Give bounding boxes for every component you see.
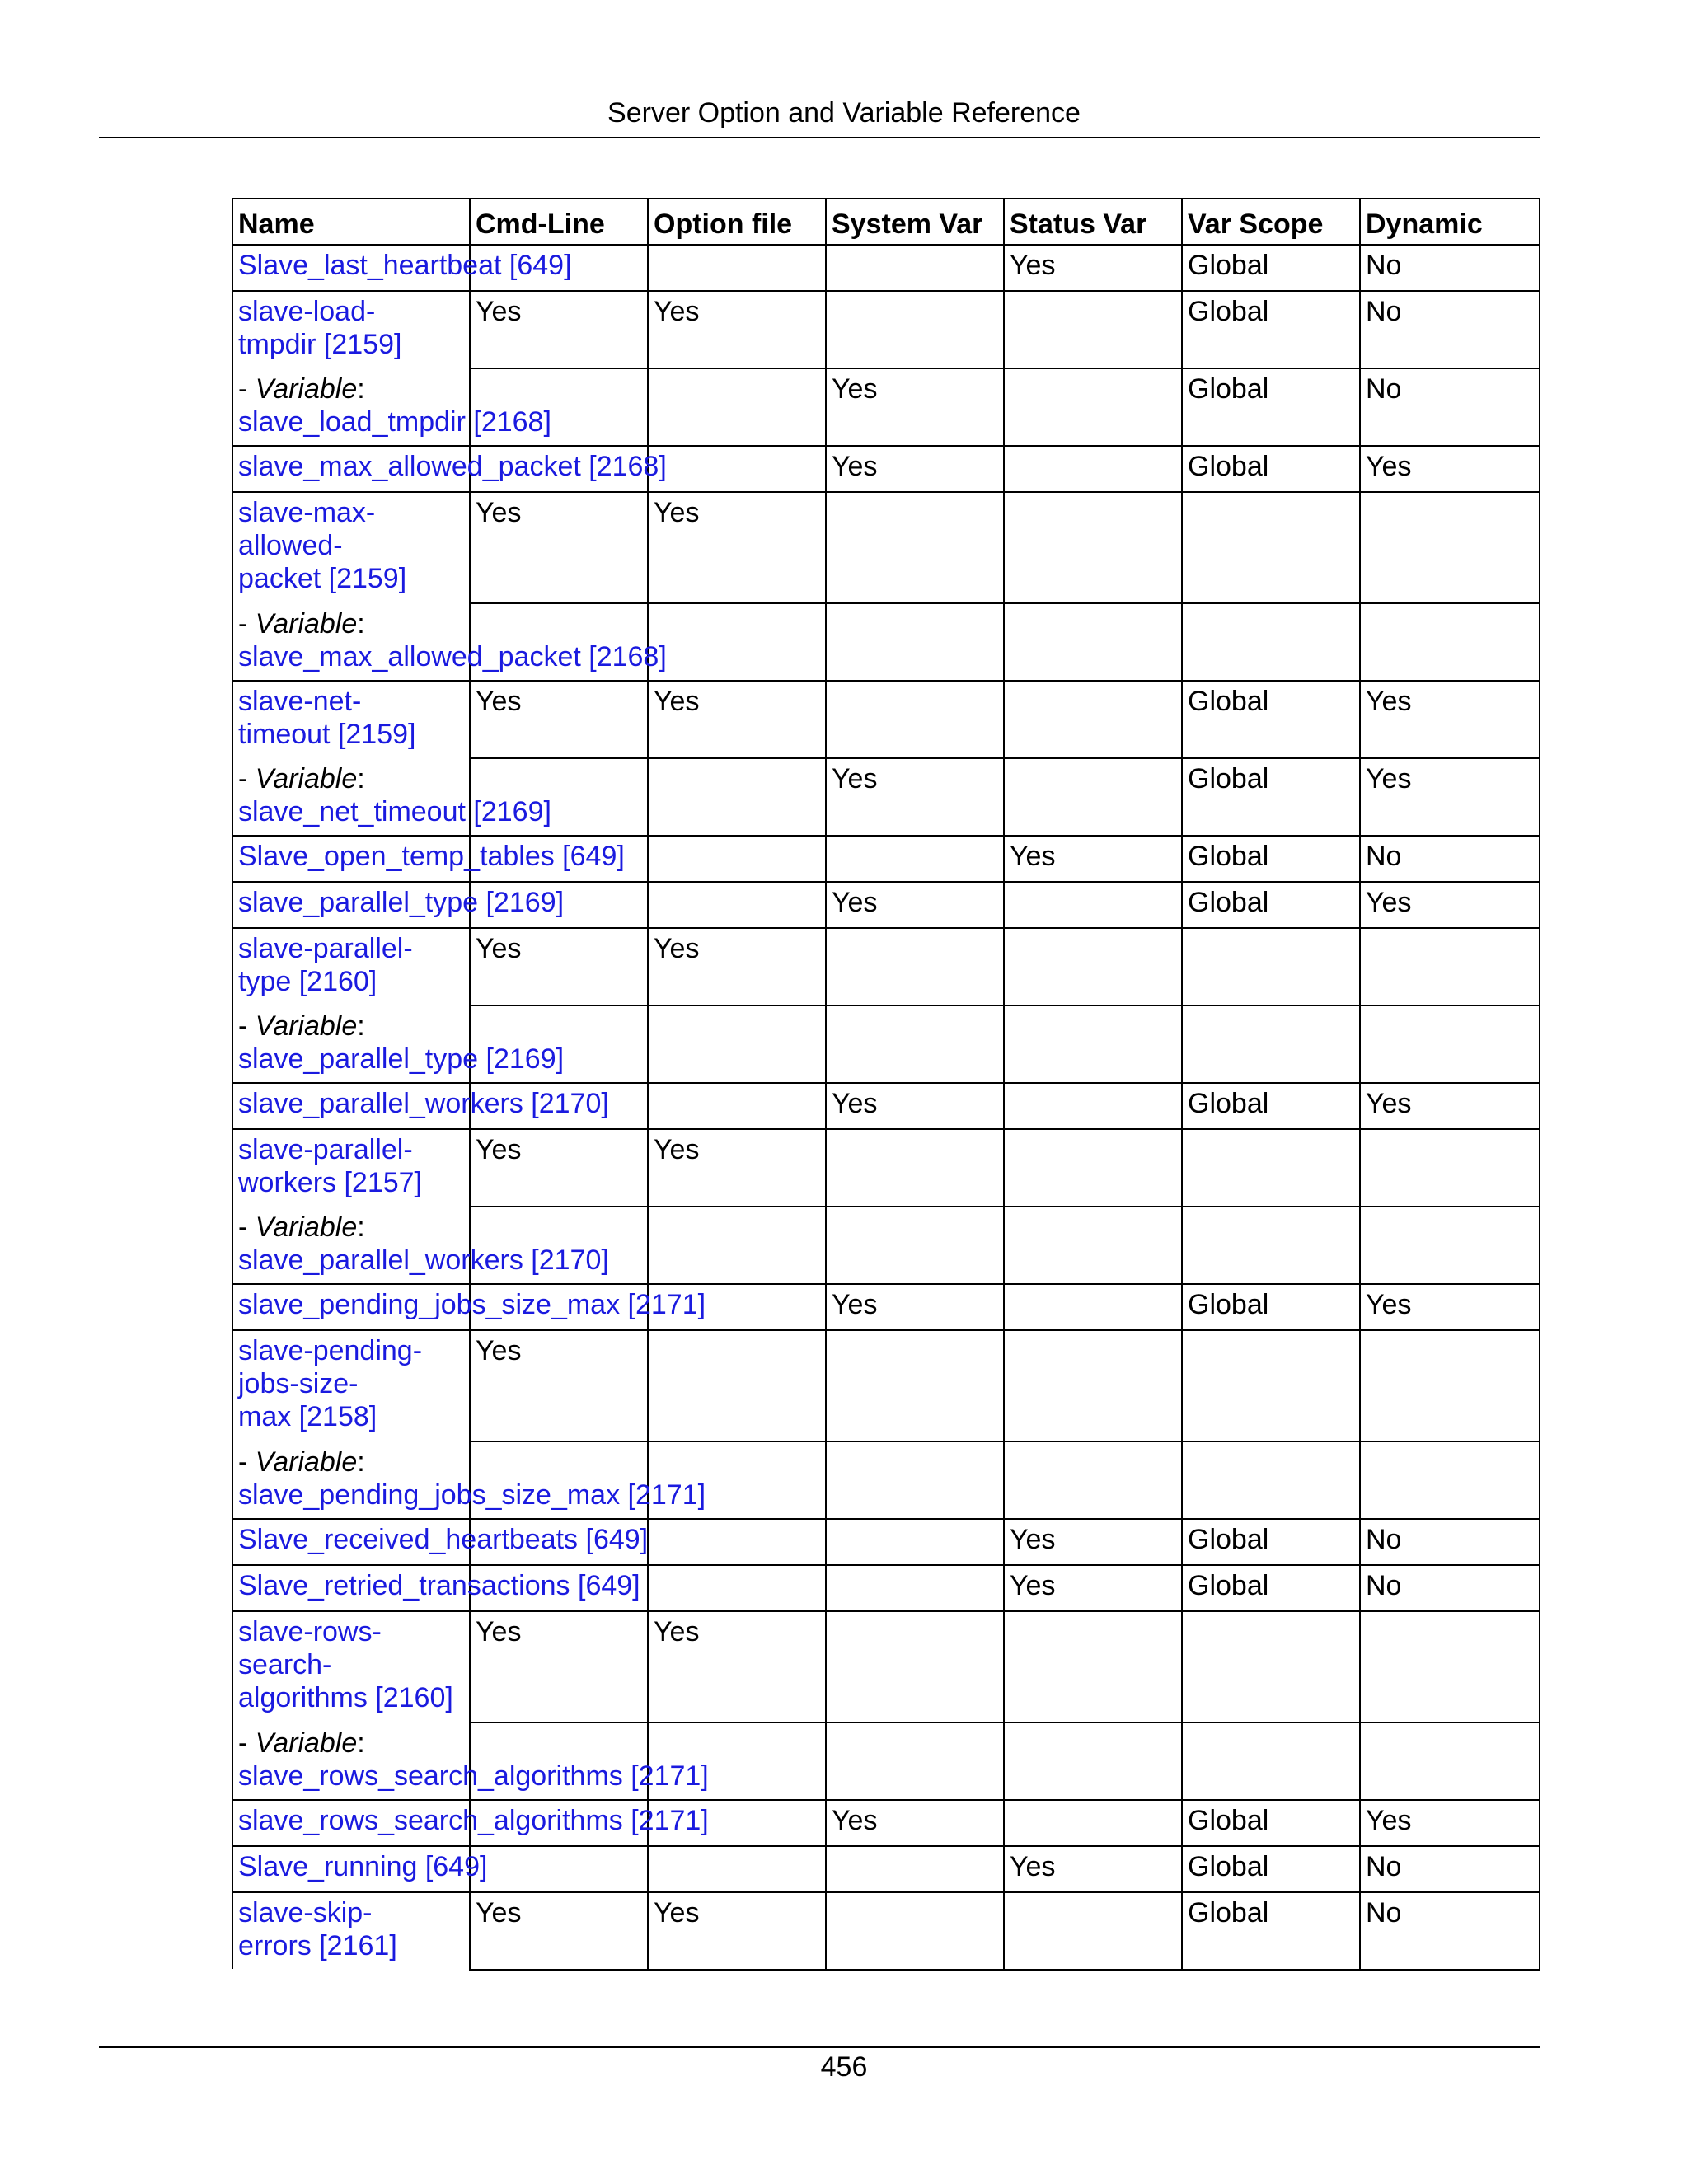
row-divider bbox=[232, 445, 1540, 447]
variable-prefix: - bbox=[238, 373, 256, 405]
variable-prefix: - bbox=[238, 1010, 256, 1042]
cell-value: Yes bbox=[1010, 1851, 1056, 1882]
option-name-link[interactable]: algorithms [2160] bbox=[238, 1682, 453, 1713]
option-name-link[interactable]: slave_parallel_workers [2170] bbox=[238, 1244, 609, 1276]
variable-label bbox=[238, 607, 365, 640]
cell-value: Global bbox=[1188, 373, 1269, 405]
cell-value: Global bbox=[1188, 1897, 1269, 1929]
cell-value: Yes bbox=[832, 1289, 878, 1320]
cell-value: Yes bbox=[1366, 763, 1412, 794]
option-name-link[interactable]: slave_pending_jobs_size_max [2171] bbox=[238, 1289, 706, 1320]
option-name-link[interactable]: packet [2159] bbox=[238, 563, 407, 594]
cell-value: Yes bbox=[654, 686, 700, 717]
cell-value: Yes bbox=[476, 296, 522, 327]
cell-value: Global bbox=[1188, 763, 1269, 794]
cell-value: Yes bbox=[654, 1134, 700, 1165]
variable-prefix: - bbox=[238, 1727, 256, 1759]
option-name-link[interactable]: slave_parallel_type [2169] bbox=[238, 887, 565, 918]
cell-value: Global bbox=[1188, 1088, 1269, 1119]
cell-value: Yes bbox=[654, 1616, 700, 1647]
variable-colon: : bbox=[357, 763, 365, 794]
row-divider bbox=[469, 1005, 1540, 1006]
option-name-link[interactable]: workers [2157] bbox=[238, 1167, 422, 1198]
row-divider bbox=[232, 1082, 1540, 1084]
variable-colon: : bbox=[357, 1727, 365, 1759]
row-divider bbox=[232, 680, 1540, 682]
option-name-link[interactable]: jobs-size- bbox=[238, 1368, 359, 1399]
option-name-link[interactable]: slave-load- bbox=[238, 296, 376, 327]
row-divider bbox=[469, 1722, 1540, 1723]
row-divider bbox=[232, 491, 1540, 493]
option-name-link[interactable]: slave-pending- bbox=[238, 1335, 423, 1366]
variable-word: Variable bbox=[255, 608, 358, 640]
variable-label bbox=[238, 1211, 365, 1244]
variable-prefix: - bbox=[238, 1446, 256, 1478]
cell-value: No bbox=[1366, 1897, 1402, 1929]
cell-value: Yes bbox=[654, 497, 700, 528]
column-header: Status Var bbox=[1010, 209, 1147, 240]
page-header-title: Server Option and Variable Reference bbox=[607, 97, 1081, 129]
cell-value: Global bbox=[1188, 296, 1269, 327]
variable-word: Variable bbox=[255, 763, 358, 794]
variable-colon: : bbox=[357, 1446, 365, 1478]
option-name-link[interactable]: slave-parallel- bbox=[238, 1134, 413, 1165]
row-divider bbox=[232, 927, 1540, 929]
header-row-divider bbox=[232, 244, 1540, 246]
cell-value: Yes bbox=[476, 1335, 522, 1366]
option-name-link[interactable]: allowed- bbox=[238, 530, 343, 561]
cell-value: Yes bbox=[1366, 1289, 1412, 1320]
option-name-link[interactable]: slave-rows- bbox=[238, 1616, 382, 1647]
option-name-link[interactable]: slave_rows_search_algorithms [2171] bbox=[238, 1805, 709, 1836]
cell-value: Yes bbox=[654, 1897, 700, 1929]
cell-value: Yes bbox=[1366, 887, 1412, 918]
cell-value: Yes bbox=[476, 497, 522, 528]
option-name-link[interactable]: Slave_retried_transactions [649] bbox=[238, 1570, 640, 1601]
option-name-link[interactable]: slave-parallel- bbox=[238, 933, 413, 964]
column-header: Option file bbox=[654, 209, 793, 240]
option-name-link[interactable]: type [2160] bbox=[238, 966, 377, 997]
page-number: 456 bbox=[820, 2051, 868, 2083]
variable-prefix: - bbox=[238, 608, 256, 640]
row-divider bbox=[232, 1799, 1540, 1801]
option-name-link[interactable]: slave_max_allowed_packet [2168] bbox=[238, 451, 667, 482]
variable-word: Variable bbox=[255, 1727, 358, 1759]
cell-value: Yes bbox=[832, 1088, 878, 1119]
header-rule bbox=[99, 137, 1540, 138]
row-divider bbox=[232, 1610, 1540, 1612]
cell-value: Yes bbox=[1010, 1524, 1056, 1555]
cell-value: Global bbox=[1188, 841, 1269, 872]
option-name-link[interactable]: slave-net- bbox=[238, 686, 362, 717]
cell-value: No bbox=[1366, 1524, 1402, 1555]
table-border-top bbox=[232, 198, 1540, 199]
cell-value: Yes bbox=[832, 1805, 878, 1836]
table-border-bottom bbox=[469, 1969, 1540, 1971]
cell-value: Yes bbox=[1366, 1805, 1412, 1836]
cell-value: Yes bbox=[1010, 1570, 1056, 1601]
column-header: Dynamic bbox=[1366, 209, 1483, 240]
variable-word: Variable bbox=[255, 1212, 358, 1243]
option-variable-table bbox=[232, 198, 1540, 1968]
option-name-link[interactable]: slave_parallel_workers [2170] bbox=[238, 1088, 609, 1119]
option-name-link[interactable]: max [2158] bbox=[238, 1401, 377, 1432]
option-name-link[interactable]: search- bbox=[238, 1649, 332, 1680]
row-divider bbox=[232, 290, 1540, 292]
cell-value: No bbox=[1366, 841, 1402, 872]
column-header: Cmd-Line bbox=[476, 209, 605, 240]
variable-word: Variable bbox=[255, 373, 358, 405]
row-divider bbox=[232, 1564, 1540, 1566]
option-name-link[interactable]: errors [2161] bbox=[238, 1930, 397, 1961]
cell-value: No bbox=[1366, 250, 1402, 281]
cell-value: Yes bbox=[1366, 1088, 1412, 1119]
cell-value: Global bbox=[1188, 1805, 1269, 1836]
cell-value: Yes bbox=[654, 296, 700, 327]
variable-label bbox=[238, 373, 365, 405]
cell-value: No bbox=[1366, 1851, 1402, 1882]
cell-value: Yes bbox=[654, 933, 700, 964]
cell-value: Yes bbox=[476, 1897, 522, 1929]
cell-value: Global bbox=[1188, 686, 1269, 717]
row-divider bbox=[232, 1283, 1540, 1285]
row-divider bbox=[232, 1518, 1540, 1520]
column-divider bbox=[825, 198, 827, 1971]
column-divider bbox=[1539, 198, 1540, 1971]
option-name-link[interactable]: slave_rows_search_algorithms [2171] bbox=[238, 1760, 709, 1792]
cell-value: Global bbox=[1188, 1289, 1269, 1320]
option-name-link[interactable]: Slave_running [649] bbox=[238, 1851, 488, 1882]
variable-word: Variable bbox=[255, 1446, 358, 1478]
variable-label bbox=[238, 1446, 365, 1479]
variable-label bbox=[238, 1010, 365, 1043]
row-divider bbox=[469, 602, 1540, 604]
option-name-link[interactable]: Slave_last_heartbeat [649] bbox=[238, 250, 572, 281]
variable-colon: : bbox=[357, 1212, 365, 1243]
cell-value: Yes bbox=[832, 373, 878, 405]
cell-value: Global bbox=[1188, 887, 1269, 918]
cell-value: Global bbox=[1188, 1570, 1269, 1601]
cell-value: Global bbox=[1188, 250, 1269, 281]
option-name-link[interactable]: timeout [2159] bbox=[238, 719, 416, 750]
cell-value: No bbox=[1366, 296, 1402, 327]
cell-value: No bbox=[1366, 373, 1402, 405]
variable-word: Variable bbox=[255, 1010, 358, 1042]
column-divider bbox=[1181, 198, 1183, 1971]
cell-value: Yes bbox=[1010, 250, 1056, 281]
row-divider bbox=[232, 835, 1540, 837]
variable-colon: : bbox=[357, 608, 365, 640]
cell-value: Yes bbox=[476, 933, 522, 964]
option-name-link[interactable]: tmpdir [2159] bbox=[238, 329, 402, 360]
option-name-link[interactable]: slave-max- bbox=[238, 497, 376, 528]
column-header: Var Scope bbox=[1188, 209, 1324, 240]
column-divider bbox=[1003, 198, 1005, 1971]
row-divider bbox=[469, 1441, 1540, 1442]
option-name-link[interactable]: slave_pending_jobs_size_max [2171] bbox=[238, 1479, 706, 1511]
column-header: Name bbox=[238, 209, 315, 240]
variable-colon: : bbox=[357, 373, 365, 405]
option-name-link[interactable]: Slave_open_temp_tables [649] bbox=[238, 841, 625, 872]
option-name-link[interactable]: slave-skip- bbox=[238, 1897, 373, 1929]
cell-value: Global bbox=[1188, 1851, 1269, 1882]
cell-value: Yes bbox=[476, 1134, 522, 1165]
column-divider bbox=[1359, 198, 1361, 1971]
option-name-link[interactable]: slave_parallel_type [2169] bbox=[238, 1043, 565, 1075]
variable-prefix: - bbox=[238, 763, 256, 794]
row-divider bbox=[232, 1891, 1540, 1893]
cell-value: Yes bbox=[1366, 686, 1412, 717]
cell-value: No bbox=[1366, 1570, 1402, 1601]
variable-prefix: - bbox=[238, 1212, 256, 1243]
column-header: System Var bbox=[832, 209, 983, 240]
cell-value: Yes bbox=[832, 887, 878, 918]
row-divider bbox=[469, 1206, 1540, 1207]
row-divider bbox=[232, 1128, 1540, 1130]
row-divider bbox=[232, 881, 1540, 883]
option-name-link[interactable]: slave_max_allowed_packet [2168] bbox=[238, 641, 667, 673]
row-divider bbox=[469, 757, 1540, 759]
cell-value: Global bbox=[1188, 1524, 1269, 1555]
cell-value: Yes bbox=[1366, 451, 1412, 482]
option-name-link[interactable]: slave_net_timeout [2169] bbox=[238, 796, 551, 827]
row-divider bbox=[469, 368, 1540, 369]
cell-value: Yes bbox=[476, 686, 522, 717]
variable-label bbox=[238, 762, 365, 795]
cell-value: Global bbox=[1188, 451, 1269, 482]
cell-value: Yes bbox=[832, 763, 878, 794]
option-name-link[interactable]: Slave_received_heartbeats [649] bbox=[238, 1524, 649, 1555]
variable-label bbox=[238, 1727, 365, 1760]
cell-value: Yes bbox=[832, 451, 878, 482]
cell-value: Yes bbox=[1010, 841, 1056, 872]
variable-colon: : bbox=[357, 1010, 365, 1042]
option-name-link[interactable]: slave_load_tmpdir [2168] bbox=[238, 406, 551, 438]
cell-value: Yes bbox=[476, 1616, 522, 1647]
row-divider bbox=[232, 1329, 1540, 1331]
row-divider bbox=[232, 1845, 1540, 1847]
